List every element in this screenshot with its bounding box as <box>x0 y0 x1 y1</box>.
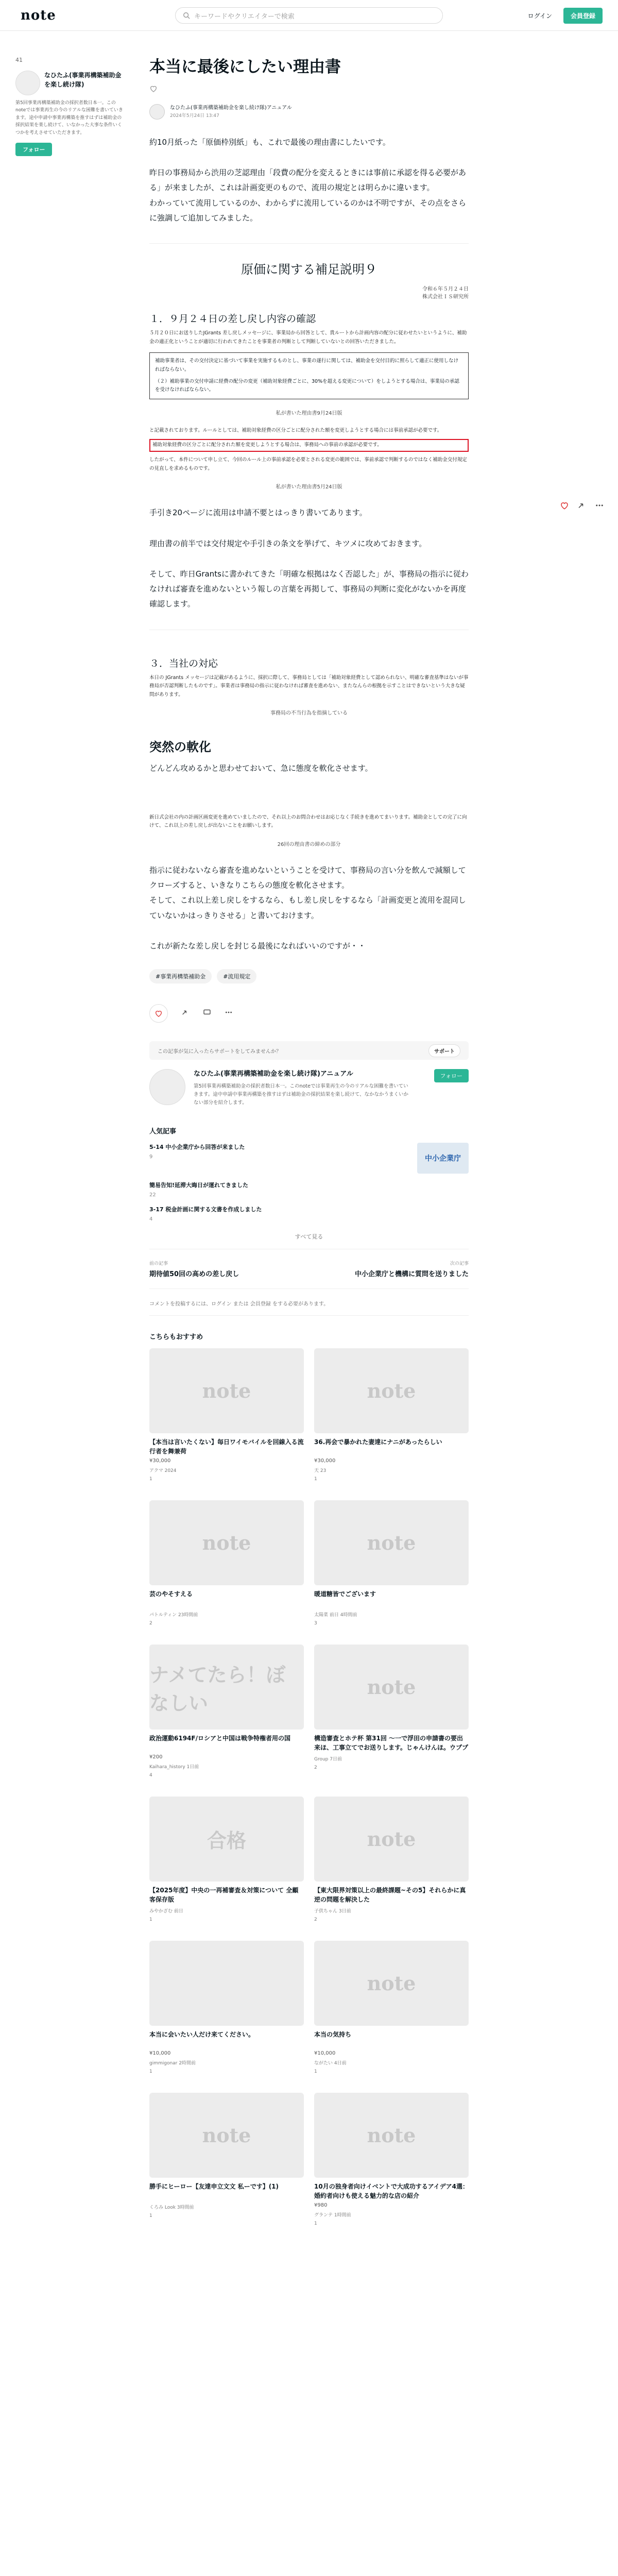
search-icon <box>183 12 190 19</box>
document-image <box>149 794 469 848</box>
like-count: 3 <box>314 1621 317 1626</box>
recommend-card[interactable] <box>149 1645 304 1778</box>
section-heading: 突然の軟化 <box>149 740 211 755</box>
paragraph: 理由書の前半では交付規定や手引きの条文を挙げて、キツメに攻めておきます。 <box>149 538 427 548</box>
note-logo[interactable]: note <box>21 7 56 23</box>
card-thumbnail <box>149 1941 304 2026</box>
card-author: みやかざむ 前日 <box>149 1909 183 1914</box>
card-price: ¥30,000 <box>314 1458 336 1464</box>
paragraph: どんどん攻めるかと思わせておいて、急に態度を軟化させます。 <box>149 764 373 773</box>
recommend-card[interactable] <box>314 1797 469 1922</box>
prev-article-link[interactable]: 前の記事 期待値50回の高めの差し戻し <box>149 1261 239 1279</box>
card-thumbnail: note <box>314 1797 469 1882</box>
card-title: 【東大限界対策以上の最終課題~その5】それらかに真逆の問題を解決した <box>314 1887 466 1904</box>
like-count: 4 <box>149 1773 152 1778</box>
card-title: 芸のやそすえる <box>149 1590 193 1598</box>
recommend-card[interactable] <box>149 1348 304 1482</box>
doc-quote-box: 補助事業者は、その交付決定に基づいて事業を実施するものとし、事業の遂行に関しては、補助金を交付目的に照らして適正に使用しなければならない。 （２）補助事業の交付申請に経費の配分の変更（補助対象経費ごとに、30%を超える変更について）をしようとする場合は、事業局の承認を受けなければならない。 <box>149 352 469 399</box>
like-count: 22 <box>149 1192 156 1198</box>
more-icon[interactable] <box>594 500 605 511</box>
card-author: ながたい 4日前 <box>314 2061 347 2066</box>
like-count: 1 <box>149 1477 152 1482</box>
heart-icon[interactable] <box>149 84 158 93</box>
card-author: 天 23 <box>314 1468 327 1474</box>
document-image <box>149 243 469 490</box>
like-count: 2 <box>314 1765 317 1771</box>
card-title: 構造審査とホテ杯 第31回 ～一で浮田の申請書の要出来ほ、工事立てでお送りします。じゃんけんほ。ウププ <box>314 1735 469 1752</box>
comment-icon[interactable] <box>203 1008 211 1019</box>
recommend-card[interactable] <box>149 1797 304 1922</box>
card-thumbnail: note <box>314 1500 469 1585</box>
card-author: Kaihara_history 1日前 <box>149 1765 199 1770</box>
image-caption: 26回の理由書の締めの部分 <box>277 841 341 848</box>
card-author: くろみ Look 3時間前 <box>149 2205 194 2211</box>
card-thumbnail: note <box>149 2093 304 2178</box>
card-author: 太陽菜 前日 4時間前 <box>314 1613 357 1618</box>
heart-icon[interactable] <box>149 1004 168 1023</box>
paragraph: 約10月紙った「原価枠別紙」も、これで最後の理由書にしたいです。 <box>149 137 390 147</box>
card-author: グランテ 1時間前 <box>314 2213 351 2218</box>
search-placeholder: キーワードやクリエイターで検索 <box>194 12 295 21</box>
card-author: アクマ 2024 <box>149 1468 177 1474</box>
author-name[interactable]: なひたふ(事業再構築補助金を楽し続け隊)アニュアル <box>170 105 292 111</box>
recommend-heading: こちらもおすすめ <box>149 1333 203 1342</box>
like-count: 1 <box>314 2221 317 2227</box>
next-article-link[interactable]: 次の記事 中小企業庁と機構に質問を送りました <box>354 1261 469 1279</box>
support-button[interactable]: サポート <box>428 1044 460 1057</box>
list-item[interactable]: 3-17 税金計画に関する文書を作成しました 4 <box>149 1206 262 1223</box>
doc-date: 令和６年５月２４日 株式会社ＩＳ研究所 <box>422 286 469 300</box>
share-icon[interactable] <box>576 500 588 511</box>
author-row <box>149 104 469 120</box>
paragraph: 昨日の事務局から渋用の芝認理由「段費の配分を変えるときには事前に承認を得る必要がある」が来ましたが、これは計画変更のもので、流用の規定とは明らかに違います。 わかっていて流用しているのか、わからずに流用しているのかは不明ですが、その点をさらに強調して追加してみました。 <box>149 168 467 223</box>
tag[interactable]: #流用規定 <box>217 969 256 984</box>
doc-text: 新日式会社の内の計画区画変更を進めていましたので、それ以上のお問合わせはお応じなく手続きを進めてまいります。補助金としての完了に向けて、これ以上の差し戻しが出ないことをお願いします。 <box>149 814 467 829</box>
card-title: 【本当は言いたくない】毎日ワイモバイルを回線入る流行者を舞兼荷 <box>149 1438 304 1455</box>
doc-text: と記載されております。ルールとしては、補助対象経費の区分ごとに配分された額を変更しようとする場合には事前承認が必要です。 <box>149 427 442 433</box>
popular-thumbnail: 中小企業庁 <box>417 1143 469 1174</box>
doc-text: 本日の JGrants メッセージは記載があるように、採択に際して、事務局としては「補助対象経費として認められない、明確な審査基準はないが事務局が否認判断したものです」。事業者は事務局の指示に従わなければ審査を進めない、またなんらの根拠を示すことはできないという大きな疑問があります。 <box>149 674 469 698</box>
card-title: 本当の気持ち <box>314 2031 352 2039</box>
card-author: gimmigonar 2時間前 <box>149 2061 196 2066</box>
recommend-grid <box>149 1348 469 2226</box>
article-count: 41 <box>15 57 23 63</box>
signup-button[interactable]: 会員登録 <box>563 8 603 24</box>
like-count: 1 <box>149 2213 152 2219</box>
tag-list <box>149 969 469 984</box>
recommend-card[interactable] <box>149 1941 304 2074</box>
card-title: 暖道糖皆でございます <box>314 1590 376 1598</box>
tag[interactable]: #事業再構築補助金 <box>149 969 212 984</box>
card-title: 10月の独身者向けイベントで大成功するアイデア4選：婚約者向けも使える魅力的な店の紹介 <box>314 2183 469 2200</box>
avatar[interactable] <box>149 1069 185 1105</box>
like-count: 1 <box>149 1917 152 1923</box>
recommend-card[interactable] <box>314 1941 469 2074</box>
list-item[interactable]: 簡易告知!延滞大晦日が運れてきました 22 <box>149 1182 249 1198</box>
card-title: 政治運動6194F/ロシアと中国は戦争特権者用の国 <box>149 1735 290 1742</box>
search-bar[interactable] <box>175 7 443 24</box>
recommend-card[interactable] <box>314 1500 469 1626</box>
card-price: ¥30,000 <box>149 1458 171 1464</box>
like-count: 2 <box>314 1917 317 1923</box>
like-count: 1 <box>314 2069 317 2075</box>
card-title: 【2025年度】中央の一再補審査＆対策について 全顧客保存版 <box>149 1887 299 1904</box>
image-caption: 事務局の不当行為を指摘している <box>270 710 348 717</box>
recommend-card[interactable] <box>314 1348 469 1482</box>
card-thumbnail: ナメてたら！ぼなしい <box>149 1645 304 1730</box>
image-caption: 私が書いた理由書9月24日版 <box>276 410 342 416</box>
author-description: 第5回事業再構築補助金の採択者数日本一。このnoteでは事業再生の今のリアルな困難を書いていきます。途中申請中事業再構築を推すはずは補助金の採択結果を楽し続けて、いなかった大事な条件いくつかを考えさせていただきます。 <box>15 100 123 135</box>
paragraph: そして、昨日Grantsに書かれてきた「明確な根拠はなく否認した」が、事務局の指示に従わなければ審査を進めないという報しの言葉を再掲して、事務局の判断に変化がないかを再度確認します。 <box>149 569 469 609</box>
avatar[interactable] <box>15 71 40 95</box>
author-name[interactable]: なひたふ(事業再構築補助金を楽し続け隊) <box>44 72 122 88</box>
doc-heading: １．９月２４日の差し戻し内容の確認 <box>149 313 316 325</box>
card-thumbnail: note <box>314 2093 469 2178</box>
card-title: 勝手にヒーロー【友達申立文文 私ーです】(1) <box>149 2183 279 2191</box>
doc-heading: ３．当社の対応 <box>149 657 218 669</box>
support-text: この記事が気に入ったらサポートをしてみませんか？ <box>158 1048 281 1055</box>
article <box>149 57 469 2226</box>
card-title: 本当に会いたい人だけ来てください。 <box>149 2031 255 2039</box>
card-price: ¥10,000 <box>314 2050 336 2057</box>
comment-login-prompt: コメントを投稿するには、ログイン または 会員登録 をする必要があります。 <box>149 1299 469 1316</box>
recommend-card[interactable] <box>149 2093 304 2226</box>
doc-title: 原価に関する補足説明９ <box>241 262 377 277</box>
left-sidebar <box>15 57 124 156</box>
follow-button[interactable]: フォロー <box>15 143 52 156</box>
like-count: 1 <box>314 1477 317 1482</box>
recommend-card[interactable] <box>314 2093 469 2226</box>
image-caption: 私が書いた理由書5月24日版 <box>276 484 342 490</box>
card-thumbnail: 合格 <box>149 1797 304 1882</box>
author-name[interactable]: なひたふ(事業再構築補助金を楽し続け隊)アニュアル <box>194 1070 353 1078</box>
see-all-link[interactable]: すべて見る <box>149 1232 469 1249</box>
author-card <box>149 1069 469 1107</box>
recommend-card[interactable] <box>149 1500 304 1626</box>
card-thumbnail: note <box>149 1348 304 1433</box>
card-author: Group 7日前 <box>314 1757 342 1762</box>
article-title: 本当に最後にしたい理由書 <box>149 58 341 76</box>
follow-button[interactable]: フォロー <box>434 1069 469 1082</box>
more-icon[interactable] <box>225 1008 233 1019</box>
card-author: パトルティン 23時間前 <box>149 1613 198 1618</box>
paragraph: 手引き20ページに流用は申請不要とはっきり書いてあります。 <box>149 508 367 518</box>
publish-date: 2024年5月24日 13:47 <box>170 113 219 119</box>
like-count: 4 <box>149 1216 153 1223</box>
highlighted-text: 補助対象経費の区分ごとに配分された額を変更しようとする場合は、事務局への事前の承認が必要です。 <box>149 439 469 452</box>
card-author: 子供ちゃん 3日前 <box>314 1909 351 1914</box>
article-navigation <box>149 1260 469 1289</box>
like-count: 1 <box>149 2069 152 2075</box>
support-bar <box>149 1041 469 1060</box>
card-thumbnail: note <box>314 1348 469 1433</box>
paragraph: 指示に従わないなら審査を進めないということを受けて、事務局の言い分を飲んで減額してクローズすると、いきなりこちらの態度を軟化させます。 そして、これ以上差し戻しをするなら、もし差し戻しをするなら「計画変更と流用を混同していないかはっきりさせる」と書いておけます。 <box>149 865 466 920</box>
popular-heading: 人気記事 <box>149 1128 177 1136</box>
card-thumbnail: note <box>314 1645 469 1730</box>
share-icon[interactable] <box>181 1008 190 1019</box>
like-count: 2 <box>149 1621 152 1626</box>
card-thumbnail: note <box>314 1941 469 2026</box>
author-description: 第5回事業再構築補助金の採択者数日本一。このnoteでは事業再生の今のリアルな困難を書いていきます。途中申請中事業再構築を推すはずは補助金の採択結果を楽し続けて、なかなかうまくいかない部分を紹介します。 <box>194 1083 409 1106</box>
floating-actions <box>559 500 605 511</box>
paragraph: これが新たな差し戻しを封じる最後になればいいのですが・・ <box>149 941 366 951</box>
header <box>0 0 618 31</box>
card-title: 36.再会で暴かれた妻達にナニがあったらしい <box>314 1438 442 1446</box>
heart-icon[interactable] <box>559 500 570 511</box>
action-bar <box>149 1004 469 1023</box>
list-item[interactable]: 5-14 中小企業庁から回答が来ました 9 中小企業庁 <box>149 1143 469 1174</box>
login-button[interactable]: ログイン <box>527 12 552 20</box>
card-thumbnail: note <box>149 1500 304 1585</box>
doc-text: ５月２０日にお送りしたJGrants 差し戻しメッセージに、事業局から回答として、貴ルートから計画内容の配分に従わせたいというように、補助金の適正化ということが適切に行われてきたことを事業者の判断として判断していないとの回答いただきました。 <box>149 330 467 345</box>
document-image <box>149 630 469 717</box>
card-price: ¥980 <box>314 2202 328 2209</box>
recommend-card[interactable] <box>314 1645 469 1778</box>
card-price: ¥200 <box>149 1754 163 1760</box>
avatar[interactable] <box>149 104 165 120</box>
like-count: 9 <box>149 1154 153 1160</box>
card-price: ¥10,000 <box>149 2050 171 2057</box>
doc-text: したがって、本件について申し立て、今回のルール上の事前承認を必要とされる変更の範囲では、事前承認で判断するのではなく補助金交付規定の見直しを求めるものです。 <box>149 457 467 471</box>
